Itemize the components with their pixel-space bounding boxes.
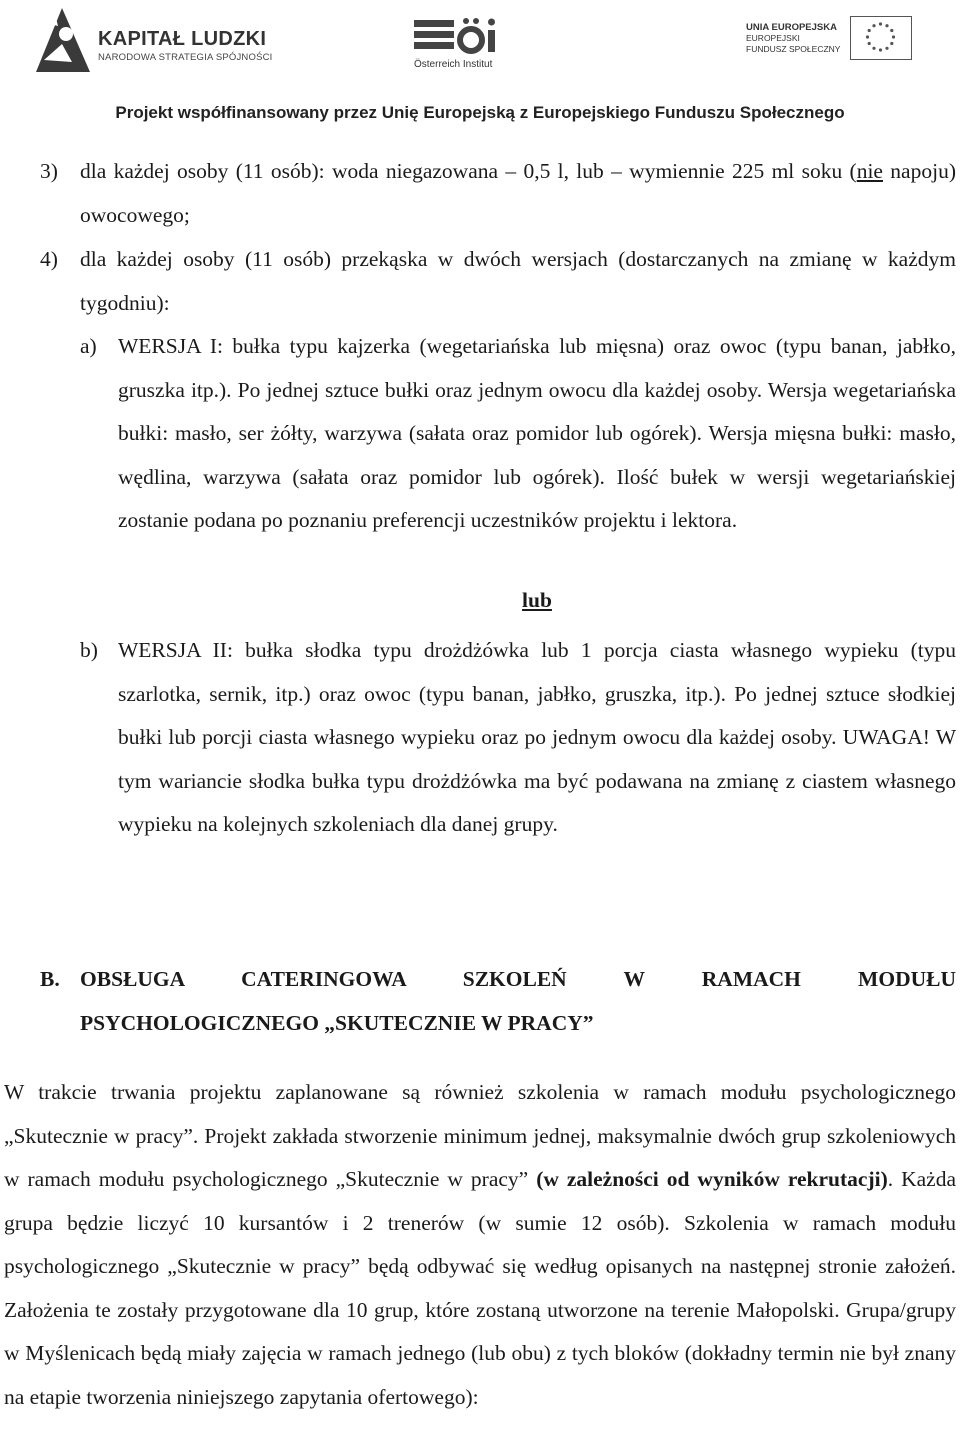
item-b-label: b) xyxy=(80,638,98,662)
project-cofinancing-line: Projekt współfinansowany przez Unię Europejską z Europejskiego Funduszu Społecznego xyxy=(115,103,845,122)
item-4-number: 4) xyxy=(40,247,58,271)
eu-flag-icon xyxy=(850,16,912,60)
item-3-number: 3) xyxy=(40,159,58,183)
ue-line-1: UNIA EUROPEJSKA xyxy=(746,22,837,33)
section-b-heading-line1: OBSŁUGA CATERINGOWA SZKOLEŃ W RAMACH MODUŁU xyxy=(80,967,956,991)
item-3-text-a: dla każdej osoby (11 osób): woda niegazowana – 0,5 l, lub – wymiennie 225 ml soku ( xyxy=(80,159,857,183)
kapital-ludzki-logo xyxy=(32,4,272,76)
body-part-2: . Każda grupa będzie liczyć 10 kursantów i 2 trenerów (w sumie 12 osób). Szkolenia w ramach modułu psychologicznego „Skutecznie w pracy” będą odbywać się według opisanych na następnej stronie założeń. Założenia te zostały przygotowane dla 10 grup, które zostaną utworzone na terenie Małopolski. Grupa/grupy w Myślenicach będą miały zajęcia w ramach jednego (lub obu) z tych bloków (dokładny termin nie był znany na etapie tworzenia niniejszego zapytania ofertowego): xyxy=(4,1167,956,1409)
kapital-ludzki-emblem-icon xyxy=(32,4,94,74)
lub-separator: lub xyxy=(522,588,552,612)
item-3-text-b: napoju) owocowego; xyxy=(80,159,956,227)
oi-name: Österreich Institut xyxy=(414,59,493,70)
oi-emblem-icon xyxy=(414,16,514,56)
item-b-text: WERSJA II: bułka słodka typu drożdżówka lub 1 porcja ciasta własnego wypieku (typu szarlotka, sernik, itp.) oraz owoc (typu banan, jabłko, gruszka, itp.). Po jednej sztuce słodkiej bułki lub porcji ciasta własnego wypieku oraz po jednym owocu dla każdej osoby. UWAGA! W tym wariancie słodka bułka typu drożdżówka ma być podawana na zmianę z ciastem własnego wypieku na kolejnych szkoleniach dla danej grupy. xyxy=(118,638,956,836)
section-b-body xyxy=(4,1071,956,1419)
section-b-heading-line2: PSYCHOLOGICZNEGO „SKUTECZNIE W PRACY” xyxy=(80,1011,594,1035)
kapital-ludzki-title: KAPITAŁ LUDZKI xyxy=(98,28,267,50)
item-3-underlined: nie xyxy=(856,159,883,183)
osterreich-institut-logo xyxy=(414,16,594,78)
eu-efs-logo xyxy=(746,14,916,66)
ue-line-2: EUROPEJSKI xyxy=(746,33,800,43)
item-3-text xyxy=(80,150,956,237)
kapital-ludzki-subtitle: NARODOWA STRATEGIA SPÓJNOŚCI xyxy=(98,52,273,63)
body-part-1: W trakcie trwania projektu zaplanowane są również szkolenia w ramach modułu psychologicznego „Skutecznie w pracy”. Projekt zakłada stworzenie minimum jednej, maksymalnie dwóch grup szkoleniowych w ramach modułu psychologicznego „Skutecznie w pracy” xyxy=(4,1080,956,1191)
item-a-label: a) xyxy=(80,334,97,358)
body-bold-part: (w zależności od wyników rekrutacji) xyxy=(536,1167,888,1191)
item-a-text: WERSJA I: bułka typu kajzerka (wegetariańska lub mięsna) oraz owoc (typu banan, jabłko, gruszka itp.). Po jednej sztuce bułki oraz jednym owocu dla każdej osoby. Wersja wegetariańska bułki: masło, ser żółty, warzywa (sałata oraz pomidor lub ogórek). Wersja mięsna bułki: masło, wędlina, warzywa (sałata oraz pomidor lub ogórek). Ilość bułek w wersji wegetariańskiej zostanie podana po poznaniu preferencji uczestników projektu i lektora. xyxy=(118,334,956,532)
section-b-letter: B. xyxy=(40,967,60,991)
ue-line-3: FUNDUSZ SPOŁECZNY xyxy=(746,44,841,54)
item-4-text: dla każdej osoby (11 osób) przekąska w dwóch wersjach (dostarczanych na zmianę w każdym tygodniu): xyxy=(80,247,956,315)
